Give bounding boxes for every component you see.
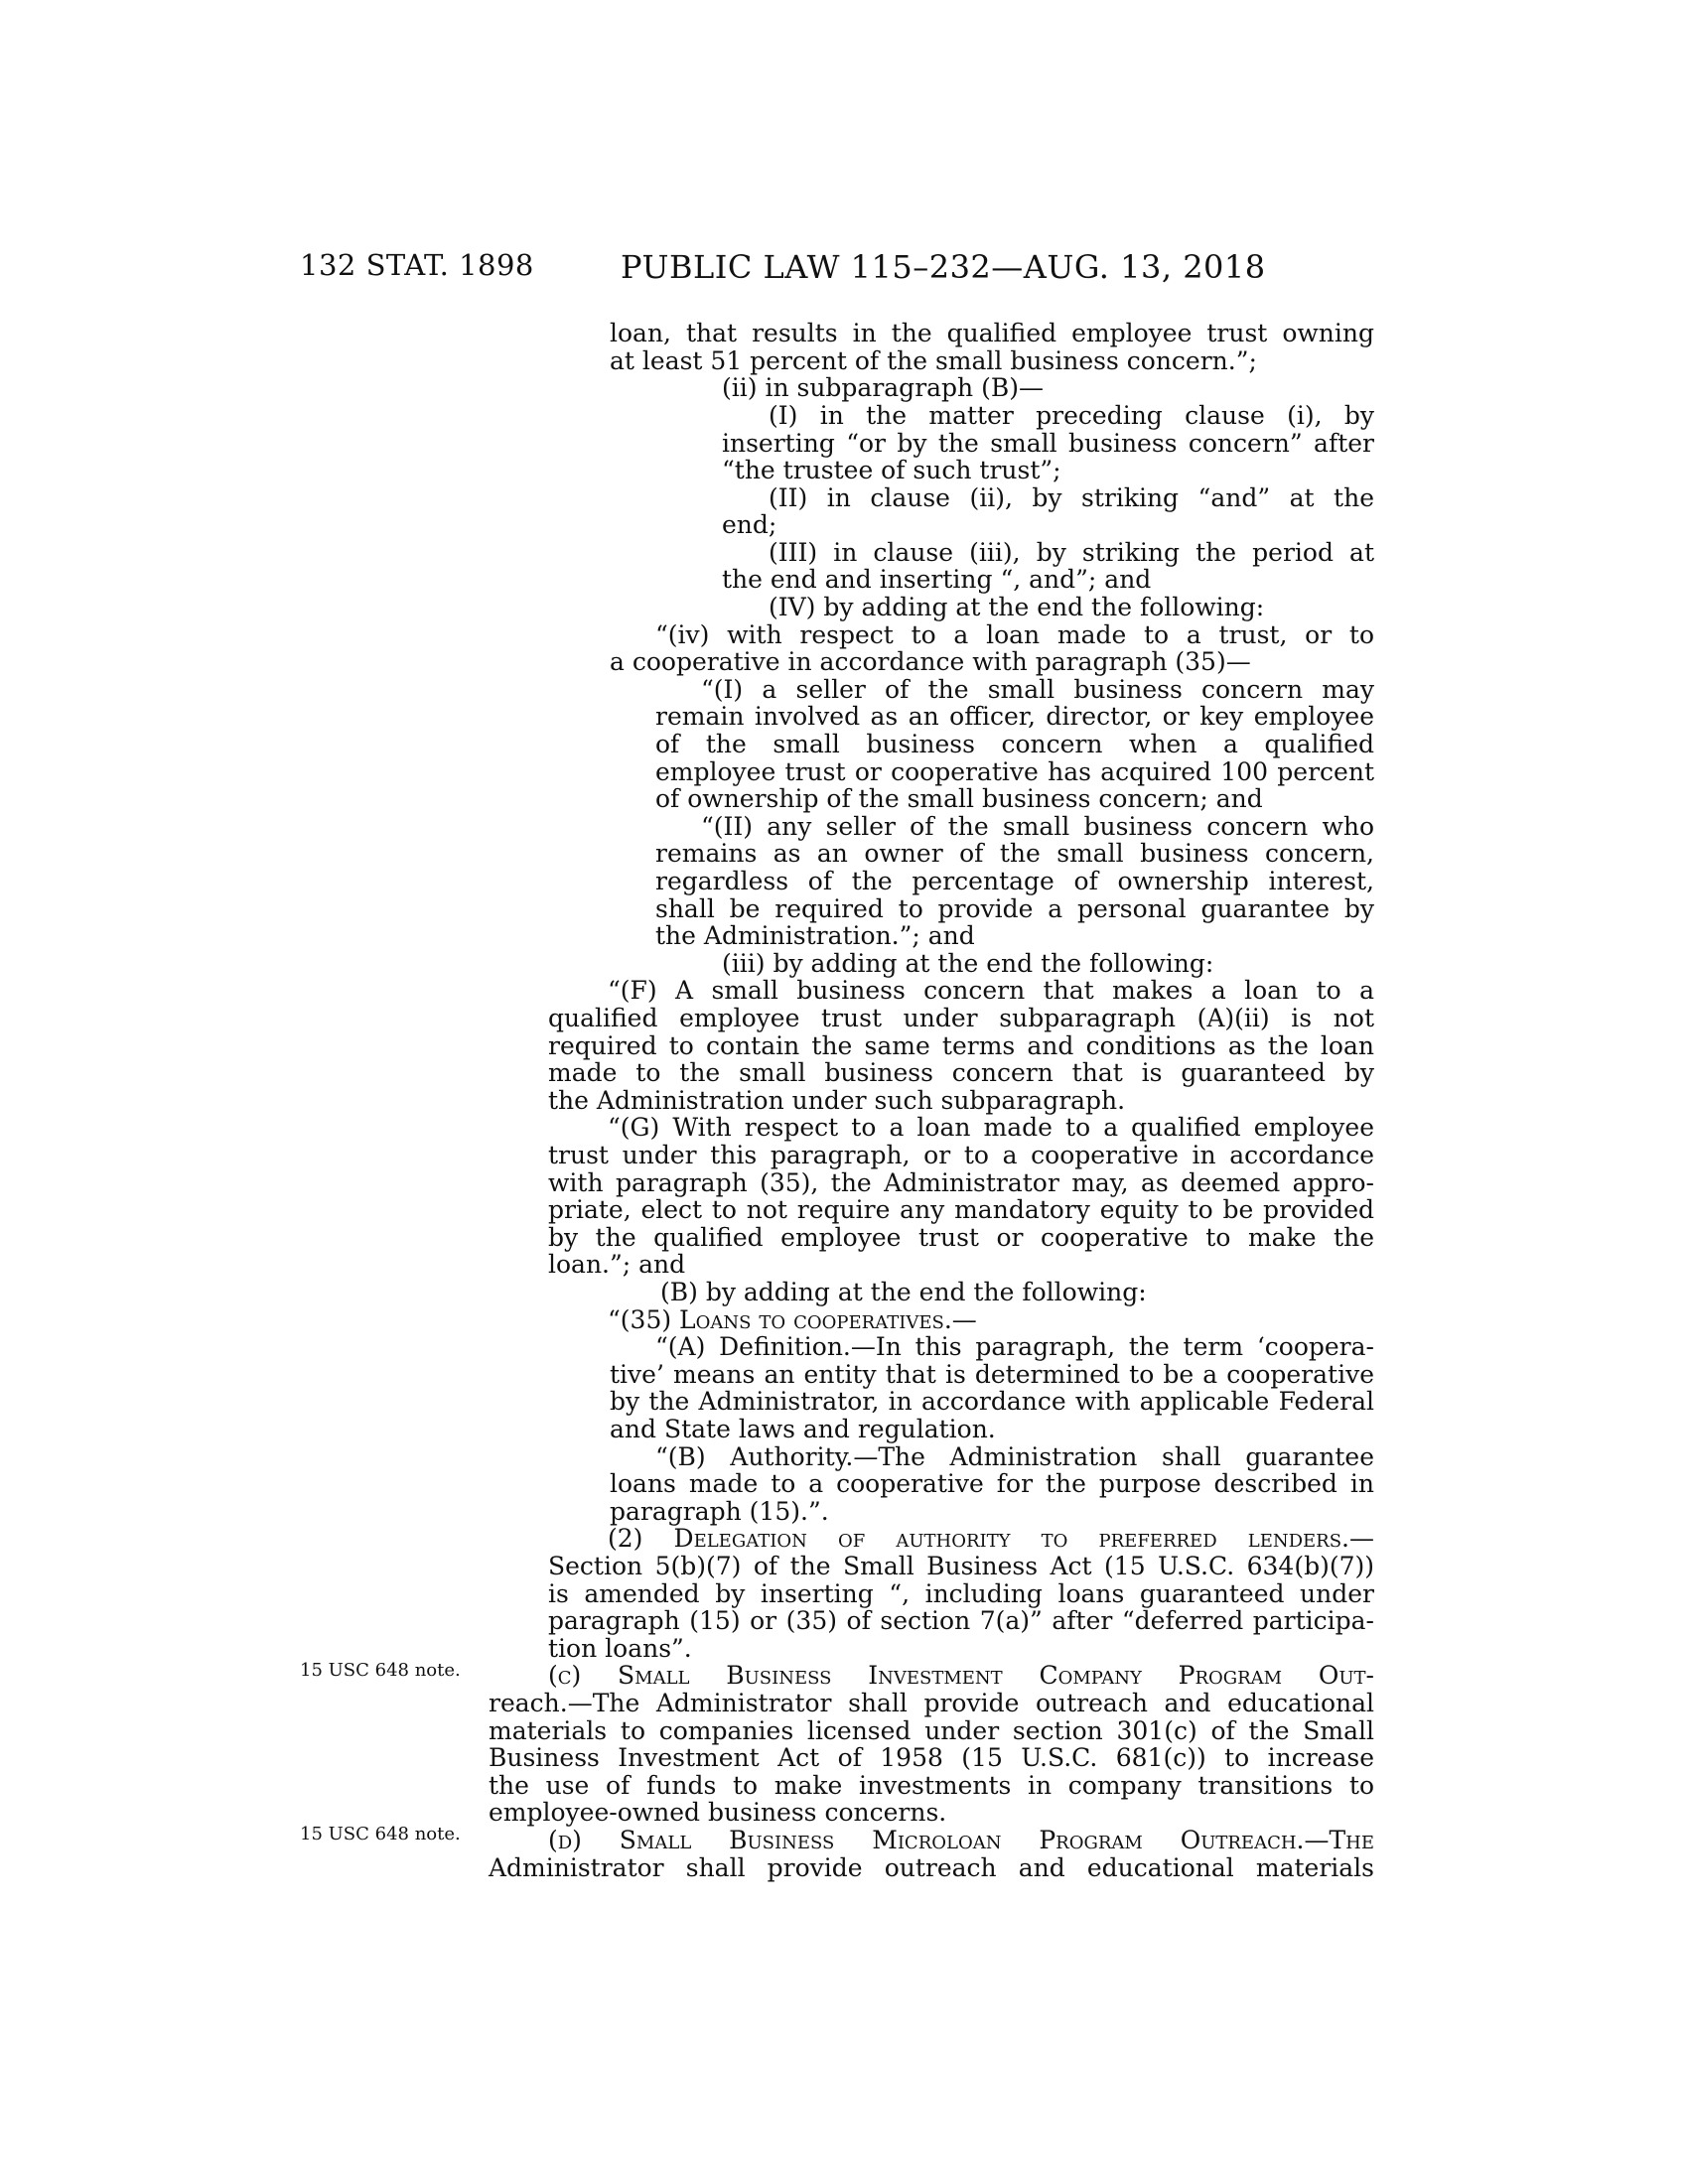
text-line: shall be required to provide a personal guarantee by — [655, 894, 1374, 923]
text-line: the use of funds to make investments in company transitions to — [489, 1771, 1374, 1800]
text-line: of ownership of the small business concern; and — [655, 784, 1263, 813]
text-line: (IV) by adding at the end the following: — [769, 593, 1265, 621]
text-line: loan.”; and — [548, 1250, 686, 1279]
text-line: qualified employee trust under subparagraph (A)(ii) is not — [548, 1004, 1374, 1032]
text-line: employee-owned business concerns. — [489, 1798, 947, 1827]
text-line: the end and inserting “, and”; and — [722, 565, 1152, 594]
text-line: priate, elect to not require any mandatory equity to be provided — [548, 1195, 1374, 1224]
text-line: “the trustee of such trust”; — [722, 456, 1061, 484]
text-line: (d) Small Business Microloan Program Outreach.—The — [548, 1826, 1374, 1854]
text-line: the Administration.”; and — [655, 921, 975, 950]
text-line: end; — [722, 510, 777, 539]
text-line: “(A) Definition.—In this paragraph, the term ‘coopera- — [655, 1332, 1374, 1361]
text-line: a cooperative in accordance with paragraph (35)— — [610, 647, 1251, 676]
text-line: and State laws and regulation. — [610, 1415, 996, 1443]
text-line: by the Administrator, in accordance with applicable Federal — [610, 1387, 1374, 1416]
text-line: “(iv) with respect to a loan made to a trust, or to — [655, 620, 1374, 649]
margin-note: 15 USC 648 note. — [300, 1660, 461, 1681]
text-line: Administrator shall provide outreach and educational materials — [489, 1853, 1374, 1882]
stat-page-number: 132 STAT. 1898 — [300, 248, 534, 282]
text-line: tion loans”. — [548, 1634, 692, 1663]
margin-note: 15 USC 648 note. — [300, 1824, 461, 1844]
text-line: reach.—The Administrator shall provide outreach and educational — [489, 1689, 1374, 1717]
text-line: “(F) A small business concern that makes a loan to a — [608, 976, 1374, 1005]
text-line: (ii) in subparagraph (B)— — [722, 373, 1044, 402]
text-line: remains as an owner of the small business concern, — [655, 839, 1374, 868]
text-line: loans made to a cooperative for the purpose described in — [610, 1469, 1374, 1498]
text-line: materials to companies licensed under section 301(c) of the Small — [489, 1716, 1374, 1745]
text-line: employee trust or cooperative has acquired 100 percent — [655, 757, 1374, 786]
text-line: (III) in clause (iii), by striking the period at — [769, 538, 1374, 567]
text-line: (II) in clause (ii), by striking “and” at the — [769, 483, 1374, 512]
text-line: Section 5(b)(7) of the Small Business Act (15 U.S.C. 634(b)(7)) — [548, 1552, 1374, 1580]
public-law-title: PUBLIC LAW 115–232—AUG. 13, 2018 — [621, 248, 1266, 286]
text-line: is amended by inserting “, including loans guaranteed under — [548, 1579, 1374, 1608]
text-line: trust under this paragraph, or to a cooperative in accordance — [548, 1141, 1374, 1169]
text-line: inserting “or by the small business concern” after — [722, 429, 1374, 458]
text-line: tive’ means an entity that is determined to be a cooperative — [610, 1360, 1374, 1389]
text-line: regardless of the percentage of ownership interest, — [655, 867, 1374, 895]
text-line: “(II) any seller of the small business concern who — [701, 812, 1374, 841]
text-line: paragraph (15) or (35) of section 7(a)” after “deferred participa- — [548, 1606, 1374, 1635]
text-line: “(G) With respect to a loan made to a qualified employee — [608, 1113, 1374, 1142]
text-line: Business Investment Act of 1958 (15 U.S.C. 681(c)) to increase — [489, 1743, 1374, 1772]
text-line: paragraph (15).”. — [610, 1497, 829, 1526]
text-line: (I) in the matter preceding clause (i), by — [769, 401, 1374, 430]
text-line: with paragraph (35), the Administrator may, as deemed appro- — [548, 1168, 1374, 1197]
text-line: (2) Delegation of authority to preferred lenders.— — [608, 1524, 1374, 1553]
text-line: (iii) by adding at the end the following: — [722, 949, 1214, 978]
text-line: “(35) Loans to cooperatives.— — [608, 1305, 977, 1334]
text-line: the Administration under such subparagraph. — [548, 1086, 1126, 1115]
text-line: (B) by adding at the end the following: — [660, 1278, 1147, 1306]
text-line: required to contain the same terms and conditions as the loan — [548, 1031, 1374, 1060]
text-line: (c) Small Business Investment Company Program Out- — [548, 1661, 1374, 1690]
text-line: “(B) Authority.—The Administration shall guarantee — [655, 1442, 1374, 1471]
text-line: made to the small business concern that is guaranteed by — [548, 1058, 1374, 1087]
text-line: of the small business concern when a qualified — [655, 730, 1374, 758]
text-line: loan, that results in the qualified employee trust owning — [610, 319, 1374, 347]
text-line: by the qualified employee trust or cooperative to make the — [548, 1223, 1374, 1252]
text-line: at least 51 percent of the small business concern.”; — [610, 346, 1257, 375]
text-line: remain involved as an officer, director, or key employee — [655, 702, 1374, 731]
text-line: “(I) a seller of the small business concern may — [701, 675, 1374, 704]
